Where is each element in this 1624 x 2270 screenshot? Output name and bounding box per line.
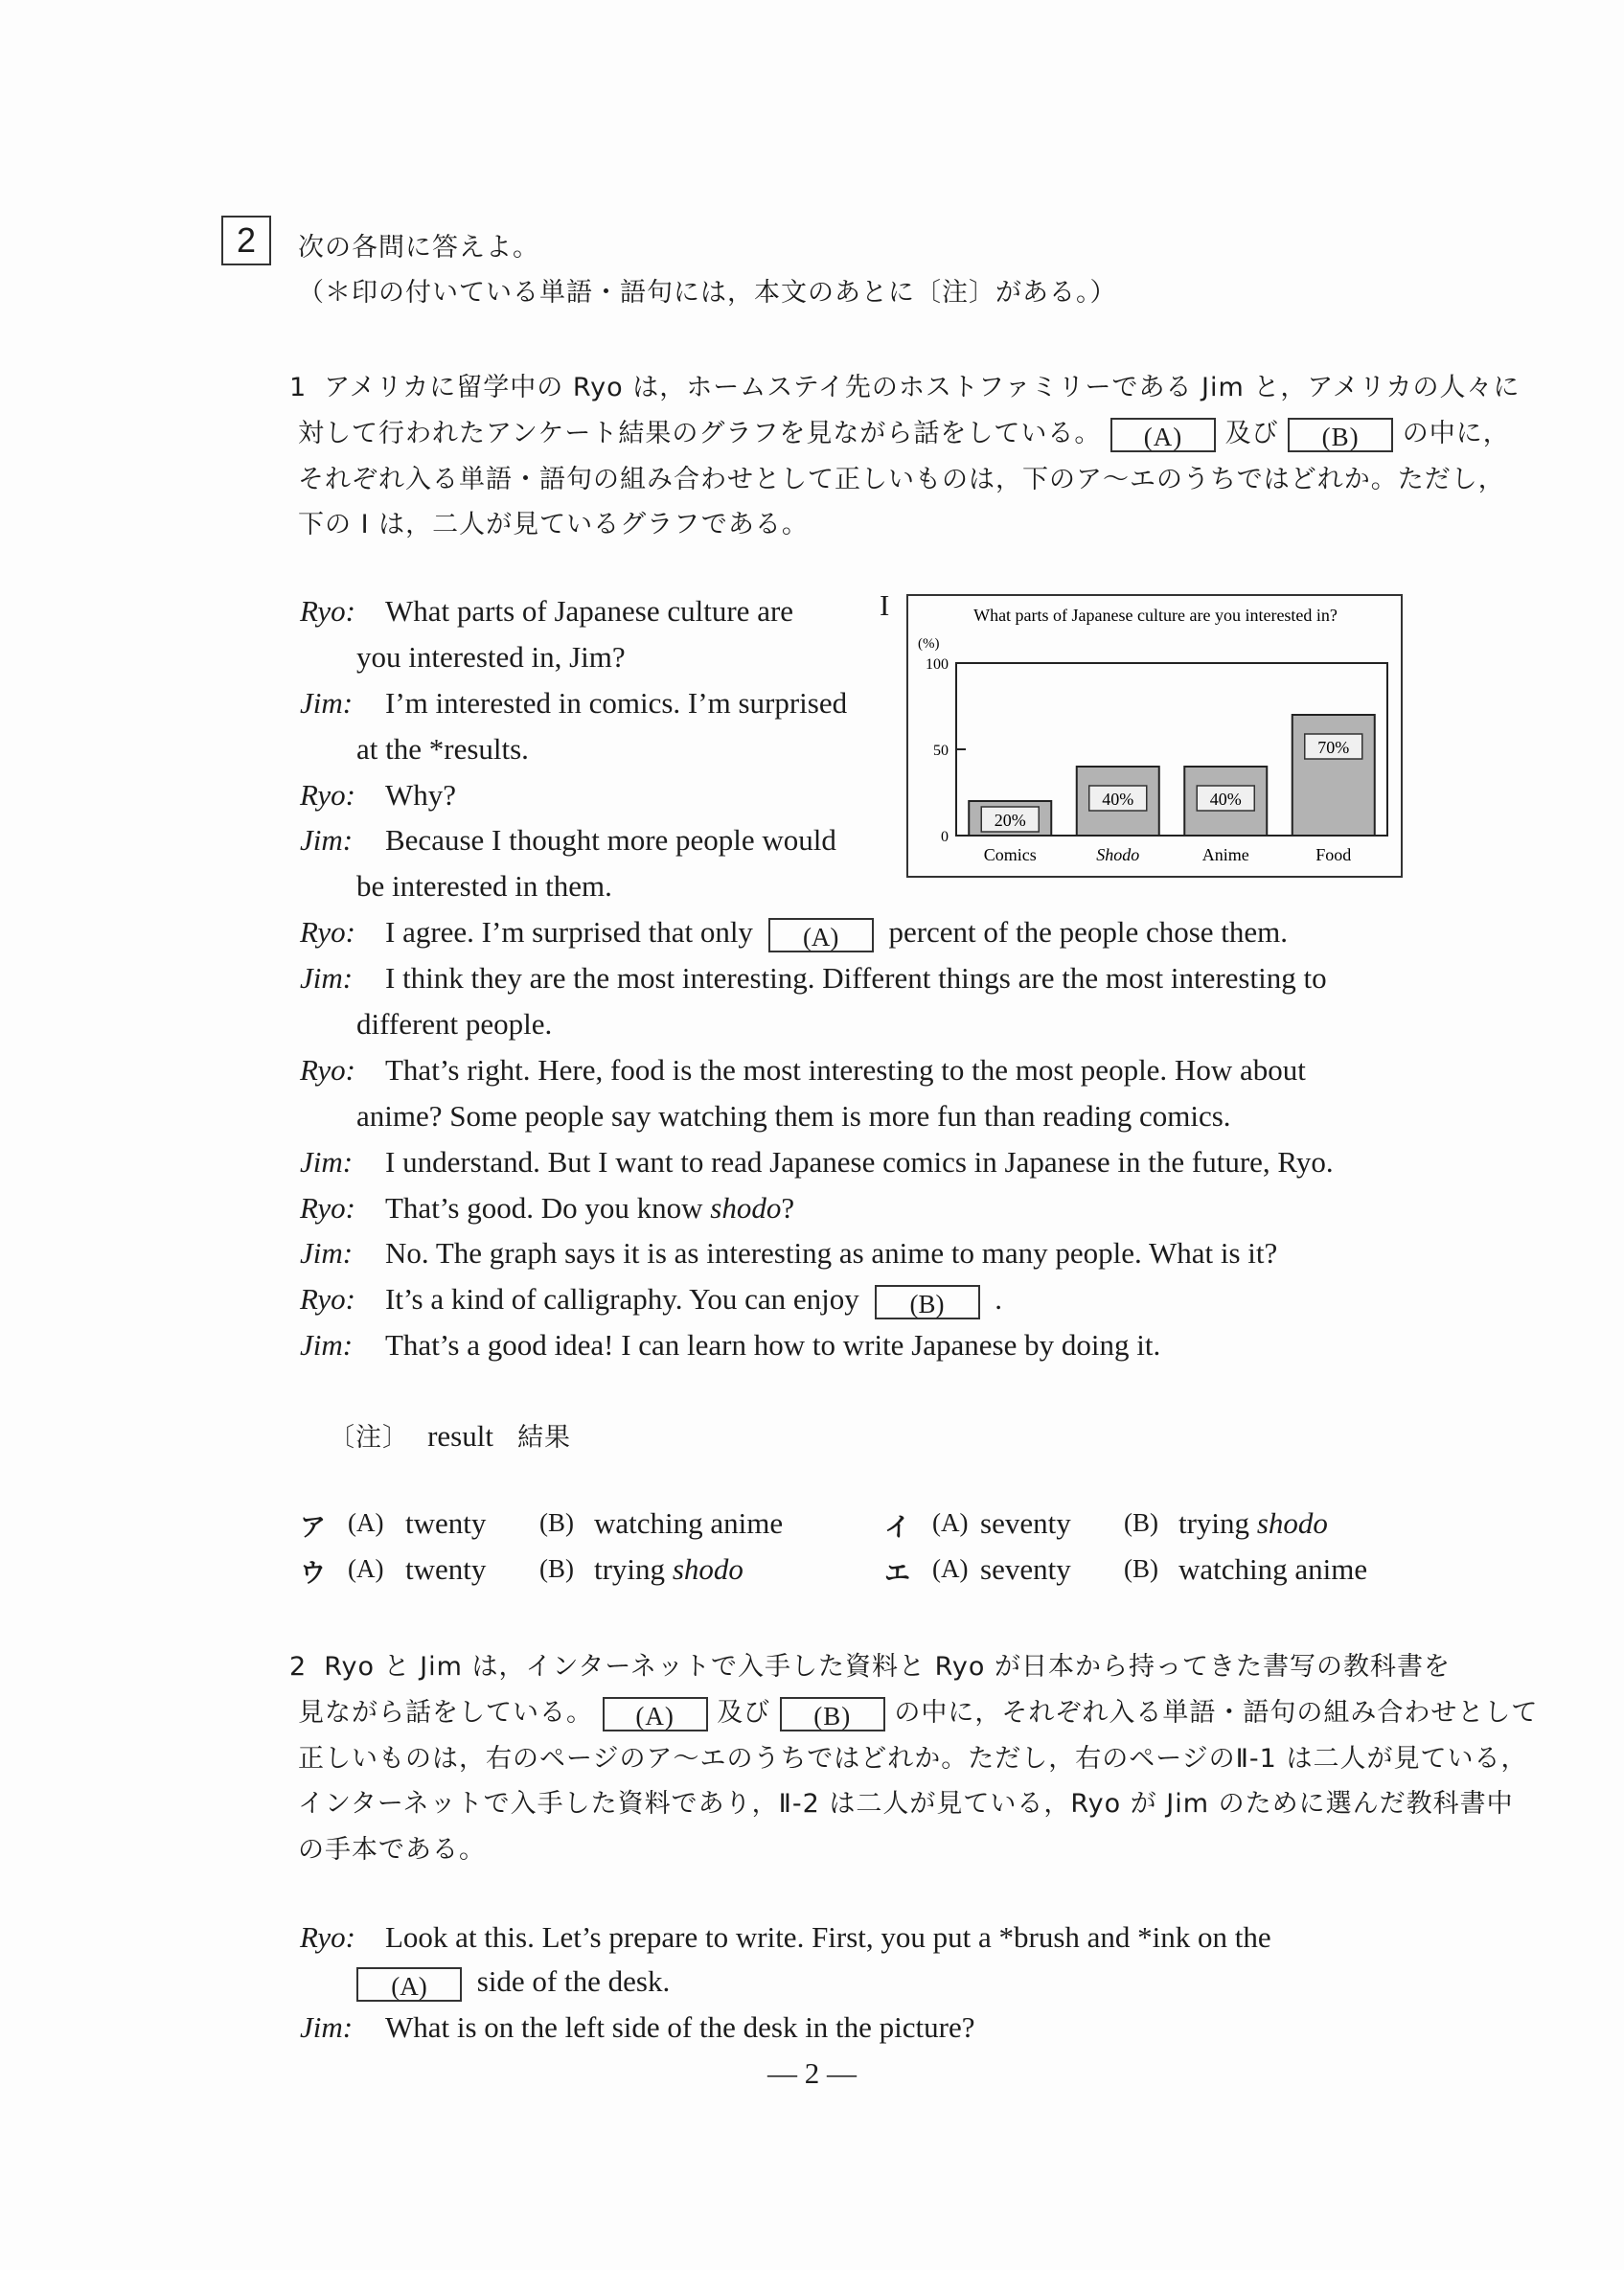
- blank-b-box: (B): [780, 1697, 885, 1731]
- speaker: Jim:: [300, 1145, 354, 1179]
- data-label: 70%: [1317, 738, 1350, 757]
- dialogue-line: I agree. I’m surprised that only (A) percent of the people chose them.: [385, 915, 1289, 952]
- dialogue-line: What is on the left side of the desk in the picture?: [385, 2010, 975, 2044]
- blank-a-box: (A): [1110, 418, 1216, 452]
- chart-title: What parts of Japanese culture are you interested in?: [973, 606, 1338, 625]
- vocab-note: [329, 1416, 571, 1454]
- dialogue-line: It’s a kind of calligraphy. You can enjoy (B) .: [385, 1282, 1003, 1318]
- q1-text: アメリカに留学中の Ryo は，ホームステイ先のホストファミリーである Jim と，アメリカの人々に: [324, 373, 1521, 402]
- instruction-line-2: （＊印の付いている単語・語句には，本文のあとに〔注〕がある。）: [298, 278, 1117, 308]
- q2-text-line-5: の手本である。: [298, 1835, 486, 1865]
- x-tick-label: Comics: [983, 845, 1037, 864]
- dialogue-line: at the *results.: [356, 732, 529, 766]
- dialogue-line: I think they are the most interesting. Different things are the most interesting to: [385, 961, 1327, 995]
- instruction-line-1: 次の各問に答えよ。: [298, 233, 539, 263]
- dialogue-line: anime? Some people say watching them is more fun than reading comics.: [356, 1099, 1231, 1133]
- plot-area: [926, 656, 1387, 864]
- blank-b-box: (B): [1288, 418, 1393, 452]
- blank-a-box: (A): [356, 1967, 462, 2002]
- dialogue-line: Look at this. Let’s prepare to write. First, you put a *brush and *ink on the: [385, 1920, 1271, 1954]
- note-meaning: 結果: [517, 1423, 572, 1453]
- dialogue-line: That’s good. Do you know shodo?: [385, 1191, 795, 1225]
- blank-a-box: (A): [603, 1697, 708, 1731]
- option-i[interactable]: イ (A) seventy (B) trying shodo: [884, 1506, 1328, 1543]
- speaker: Ryo:: [300, 1053, 355, 1087]
- q1-text-line-4: 下の I は，二人が見ているグラフである。: [298, 510, 809, 539]
- y-tick-label: 100: [926, 656, 949, 673]
- q2-number: 2: [289, 1652, 308, 1682]
- q2-text-line-2: 見ながら話をしている。 (A) 及び (B) の中に，それぞれ入る単語・語句の組み合わせとして: [298, 1698, 1539, 1731]
- dialogue-line: What parts of Japanese culture are: [385, 594, 794, 628]
- chart-svg: [908, 596, 1401, 876]
- data-label: 20%: [994, 811, 1026, 830]
- dialogue-line: Why?: [385, 778, 457, 812]
- dialogue-line: I’m interested in comics. I’m surprised: [385, 686, 848, 720]
- speaker: Ryo:: [300, 594, 355, 628]
- q2-text-line-1: 2 Ryo と Jim は，インターネットで入手した資料と Ryo が日本から持ってきた書写の教科書を: [289, 1652, 1451, 1682]
- q2-text-line-4: インターネットで入手した資料であり，Ⅱ-2 は二人が見ている，Ryo が Jim のために選んだ教科書中: [298, 1789, 1514, 1819]
- q1-text-line-2: 対して行われたアンケート結果のグラフを見ながら話をしている。 (A) 及び (B) の中に，: [298, 419, 1510, 451]
- dialogue-line: That’s a good idea! I can learn how to write Japanese by doing it.: [385, 1328, 1161, 1362]
- y-tick-label: 0: [941, 829, 949, 845]
- q1-text-line-1: [289, 366, 1521, 403]
- note-word: result: [427, 1419, 493, 1453]
- speaker: Ryo:: [300, 1282, 355, 1316]
- speaker: Jim:: [300, 961, 354, 995]
- x-tick-label: Shodo: [1096, 845, 1140, 864]
- option-u[interactable]: ウ (A) twenty (B) trying shodo: [300, 1552, 743, 1589]
- question-number: 2: [236, 220, 257, 260]
- question-number-box: [221, 216, 271, 265]
- survey-bar-chart: [906, 594, 1403, 878]
- dialogue-line: be interested in them.: [356, 869, 612, 903]
- chart-y-unit: (%): [918, 636, 940, 652]
- speaker: Ryo:: [300, 915, 355, 949]
- x-tick-label: Anime: [1201, 845, 1249, 864]
- y-tick-label: 50: [933, 743, 949, 759]
- speaker: Jim:: [300, 823, 354, 857]
- data-label: 40%: [1102, 790, 1134, 809]
- speaker: Ryo:: [300, 1191, 355, 1225]
- speaker: Jim:: [300, 1236, 354, 1270]
- q2-text-line-3: 正しいものは，右のページのア～エのうちではどれか。ただし，右のページのⅡ-1 は二人が見ている，: [298, 1744, 1528, 1774]
- option-e[interactable]: エ (A) seventy (B) watching anime: [884, 1552, 1368, 1589]
- dialogue-line: No. The graph says it is as interesting as anime to many people. What is it?: [385, 1236, 1278, 1270]
- dialogue-line: you interested in, Jim?: [356, 640, 626, 674]
- x-tick-label: Food: [1315, 845, 1352, 864]
- dialogue-line: different people.: [356, 1007, 553, 1041]
- note-label: 〔注〕: [329, 1423, 409, 1453]
- dialogue-line: (A) side of the desk.: [356, 1964, 670, 2002]
- q1-text-line-3: それぞれ入る単語・語句の組み合わせとして正しいものは，下のア～エのうちではどれか。ただし，: [298, 465, 1505, 494]
- dialogue-line: That’s right. Here, food is the most interesting to the most people. How about: [385, 1053, 1306, 1087]
- speaker: Jim:: [300, 686, 354, 720]
- speaker: Ryo:: [300, 1920, 355, 1954]
- speaker: Jim:: [300, 2010, 354, 2044]
- speaker: Jim:: [300, 1328, 354, 1362]
- chart-marker: I: [880, 588, 890, 622]
- option-a[interactable]: ア (A) twenty (B) watching anime: [300, 1506, 784, 1543]
- q1-number: 1: [289, 373, 308, 402]
- speaker: Ryo:: [300, 778, 355, 812]
- blank-a-box: (A): [768, 918, 874, 952]
- bar-food: [1292, 715, 1375, 836]
- dialogue-line: I understand. But I want to read Japanese comics in Japanese in the future, Ryo.: [385, 1145, 1334, 1179]
- dialogue-line: Because I thought more people would: [385, 823, 836, 857]
- data-label: 40%: [1209, 790, 1242, 809]
- blank-b-box: (B): [875, 1285, 980, 1319]
- page-number: — 2 —: [767, 2056, 857, 2090]
